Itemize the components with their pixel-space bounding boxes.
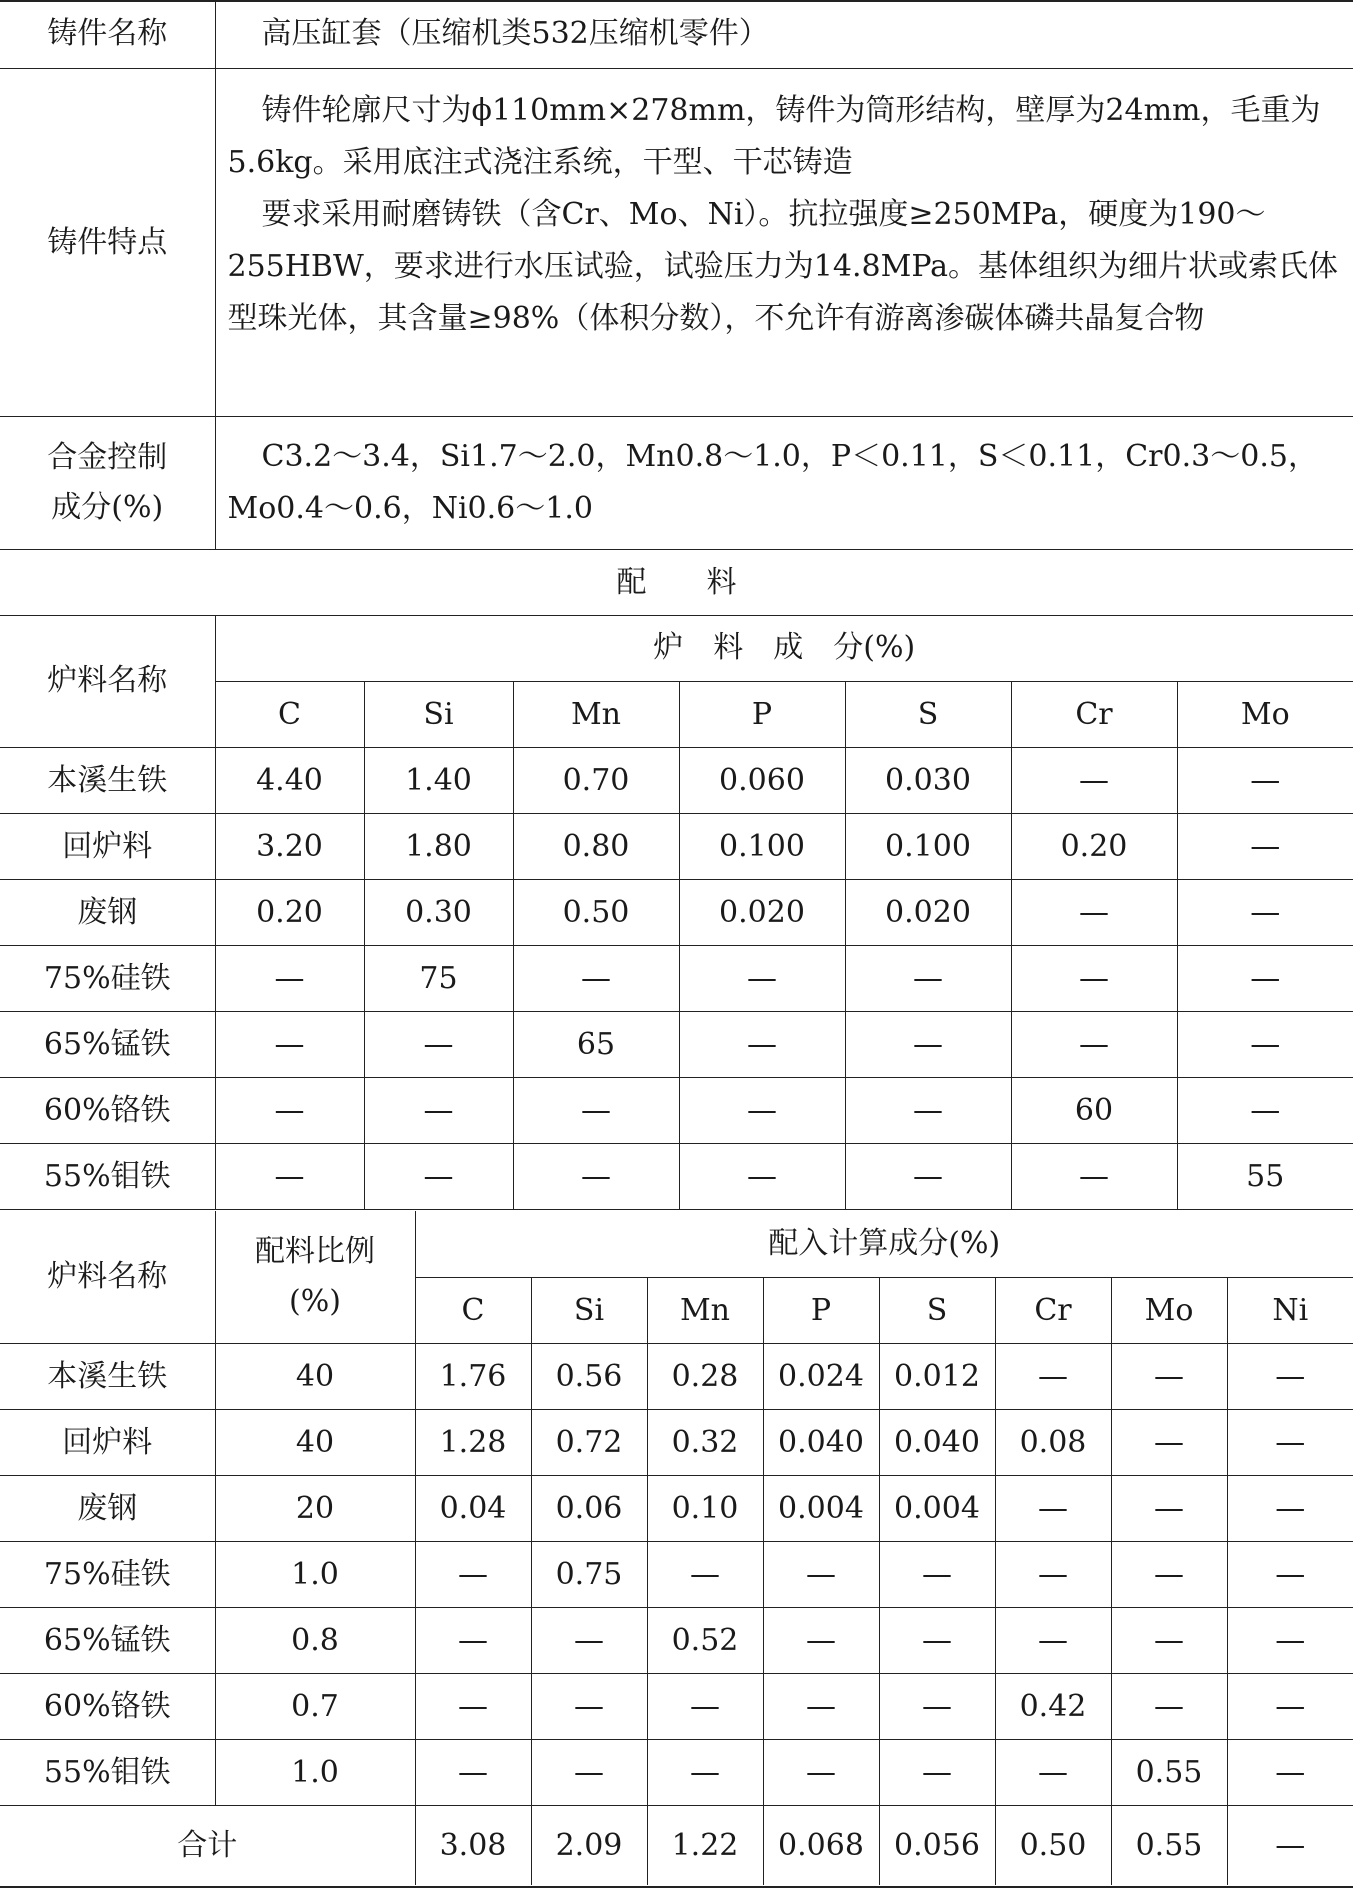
table-cell: — (1111, 1475, 1227, 1541)
table-cell: 0.10 (647, 1475, 763, 1541)
column-header-mo: Mo (1111, 1277, 1227, 1343)
table-cell: — (1177, 813, 1353, 879)
table-cell: 0.040 (763, 1409, 879, 1475)
ratio-cell: 40 (215, 1343, 415, 1409)
table-cell: — (845, 945, 1011, 1011)
table-cell: — (879, 1739, 995, 1805)
table-cell: — (1177, 1011, 1353, 1077)
table-cell: — (1011, 1143, 1177, 1209)
alloy-row (0, 416, 1353, 549)
ratio-cell: 0.7 (215, 1673, 415, 1739)
table-cell: — (879, 1607, 995, 1673)
column-header-p: P (763, 1277, 879, 1343)
table-cell: — (1177, 747, 1353, 813)
table-cell: 0.28 (647, 1343, 763, 1409)
table-cell: 0.20 (1011, 813, 1177, 879)
table-cell: 1.28 (415, 1409, 531, 1475)
material-name: 回炉料 (0, 813, 215, 879)
table-cell: — (215, 945, 364, 1011)
table-cell: — (1111, 1409, 1227, 1475)
table-cell: — (513, 1143, 679, 1209)
table-cell: — (1011, 879, 1177, 945)
table-cell: — (215, 1077, 364, 1143)
table-cell: — (1177, 879, 1353, 945)
material-name: 本溪生铁 (0, 747, 215, 813)
table-cell: — (513, 945, 679, 1011)
ratio-cell: 20 (215, 1475, 415, 1541)
table-cell: 0.42 (995, 1673, 1111, 1739)
table-cell: 0.30 (364, 879, 513, 945)
total-label: 合计 (0, 1805, 415, 1885)
table-row (0, 1077, 1353, 1143)
material-name: 55%钼铁 (0, 1143, 215, 1209)
table-cell: — (995, 1343, 1111, 1409)
column-header-s: S (879, 1277, 995, 1343)
column-header-p: P (679, 681, 845, 747)
column-header-mn: Mn (513, 681, 679, 747)
column-header-mn: Mn (647, 1277, 763, 1343)
charge-rows (0, 747, 1353, 1209)
name-label: 铸件名称 (0, 0, 215, 68)
table-cell: — (1227, 1673, 1353, 1739)
column-header-cr: Cr (1011, 681, 1177, 747)
table-cell: — (879, 1673, 995, 1739)
table-cell: — (995, 1739, 1111, 1805)
table-cell: — (879, 1541, 995, 1607)
table-cell: — (995, 1541, 1111, 1607)
table-row (0, 1343, 1353, 1409)
casting-name: 高压缸套（压缩机类532压缩机零件） (261, 15, 769, 51)
total-cell: 0.068 (763, 1805, 879, 1885)
table-cell: — (1177, 1077, 1353, 1143)
ratio-cell: 0.8 (215, 1607, 415, 1673)
table-cell: — (845, 1077, 1011, 1143)
material-name: 65%锰铁 (0, 1011, 215, 1077)
total-cell: 3.08 (415, 1805, 531, 1885)
table-cell: — (415, 1739, 531, 1805)
table-cell: — (364, 1143, 513, 1209)
table-cell: 0.20 (215, 879, 364, 945)
column-header-c: C (415, 1277, 531, 1343)
charge-composition-table (0, 615, 1353, 1210)
table-cell: 0.040 (879, 1409, 995, 1475)
material-name: 废钢 (0, 879, 215, 945)
table-cell: 0.08 (995, 1409, 1111, 1475)
table-cell: — (763, 1541, 879, 1607)
table-cell: 0.004 (879, 1475, 995, 1541)
table-cell: 0.72 (531, 1409, 647, 1475)
table-cell: 0.50 (513, 879, 679, 945)
section-title-row (0, 549, 1353, 615)
table-cell: — (763, 1673, 879, 1739)
charge-group-header: 炉 料 成 分(%) (215, 615, 1353, 681)
table-cell: — (1111, 1673, 1227, 1739)
table-cell: — (1227, 1343, 1353, 1409)
table-cell: — (845, 1143, 1011, 1209)
material-name: 60%铬铁 (0, 1673, 215, 1739)
table-cell: 0.06 (531, 1475, 647, 1541)
table-cell: — (647, 1541, 763, 1607)
table-cell: — (763, 1607, 879, 1673)
table-row (0, 1475, 1353, 1541)
ratio-cell: 1.0 (215, 1739, 415, 1805)
table-cell: — (679, 1143, 845, 1209)
table-cell: 0.75 (531, 1541, 647, 1607)
material-name: 本溪生铁 (0, 1343, 215, 1409)
table-cell: — (415, 1607, 531, 1673)
table-cell: — (1111, 1541, 1227, 1607)
total-cell: 0.55 (1111, 1805, 1227, 1885)
table-row (0, 747, 1353, 813)
table-row (0, 1541, 1353, 1607)
table-cell: 0.030 (845, 747, 1011, 813)
table-row (0, 1673, 1353, 1739)
table-cell: 0.70 (513, 747, 679, 813)
table-cell: 0.55 (1111, 1739, 1227, 1805)
table-cell: — (1227, 1607, 1353, 1673)
alloy-label: 合金控制成分(%) (0, 416, 215, 549)
table-cell: — (415, 1673, 531, 1739)
table-cell: 0.020 (679, 879, 845, 945)
total-cell: — (1227, 1805, 1353, 1885)
table-cell: — (215, 1011, 364, 1077)
feature-label: 铸件特点 (0, 68, 215, 416)
table-cell: 0.80 (513, 813, 679, 879)
column-header-si: Si (531, 1277, 647, 1343)
table-row (0, 813, 1353, 879)
table-cell: 0.020 (845, 879, 1011, 945)
material-name: 60%铬铁 (0, 1077, 215, 1143)
calculated-composition-table (0, 1211, 1353, 1885)
table-cell: — (364, 1077, 513, 1143)
table-cell: — (1177, 945, 1353, 1011)
table-cell: — (531, 1673, 647, 1739)
calc-rows (0, 1343, 1353, 1885)
table-cell: 55 (1177, 1143, 1353, 1209)
material-name: 75%硅铁 (0, 1541, 215, 1607)
material-name: 回炉料 (0, 1409, 215, 1475)
table-cell: 65 (513, 1011, 679, 1077)
calc-group-header: 配入计算成分(%) (415, 1211, 1353, 1277)
feature-text-2: 要求采用耐磨铸铁（含Cr、Mo、Ni）。抗拉强度≥250MPa，硬度为190～255HBW，要求进行水压试验，试验压力为14.8MPa。基体组织为细片状或索氏体型珠光体，其含量≥98%（体积分数），不允许有游离渗碳体磷共晶复合物 (227, 196, 1339, 336)
total-cell: 0.50 (995, 1805, 1111, 1885)
feature-row (0, 68, 1353, 416)
column-header-cr: Cr (995, 1277, 1111, 1343)
table-cell: — (995, 1607, 1111, 1673)
table-cell: — (763, 1739, 879, 1805)
section-title: 配 料 (0, 549, 1353, 615)
table-cell: — (1227, 1409, 1353, 1475)
table-cell: — (679, 1011, 845, 1077)
total-cell: 0.056 (879, 1805, 995, 1885)
table-cell: — (1011, 747, 1177, 813)
table-cell: 1.76 (415, 1343, 531, 1409)
table-cell: 60 (1011, 1077, 1177, 1143)
column-header-c: C (215, 681, 364, 747)
table-cell: — (1227, 1475, 1353, 1541)
table-row (0, 1143, 1353, 1209)
total-row (0, 1805, 1353, 1885)
table-cell: 0.024 (763, 1343, 879, 1409)
calc-name-header: 炉料名称 (0, 1211, 215, 1343)
total-cell: 2.09 (531, 1805, 647, 1885)
table-cell: 3.20 (215, 813, 364, 879)
table-cell: 4.40 (215, 747, 364, 813)
table-cell: 1.40 (364, 747, 513, 813)
table-cell: 0.004 (763, 1475, 879, 1541)
table-cell: — (531, 1739, 647, 1805)
table-cell: — (1111, 1343, 1227, 1409)
alloy-value: C3.2～3.4，Si1.7～2.0，Mn0.8～1.0，P＜0.11，S＜0.11，Cr0.3～0.5，Mo0.4～0.6，Ni0.6～1.0 (227, 438, 1318, 526)
table-cell: 0.060 (679, 747, 845, 813)
table-row (0, 1409, 1353, 1475)
ratio-cell: 1.0 (215, 1541, 415, 1607)
table-cell: — (647, 1739, 763, 1805)
table-cell: 0.32 (647, 1409, 763, 1475)
column-header-ni: Ni (1227, 1277, 1353, 1343)
column-header-si: Si (364, 681, 513, 747)
casting-info-table (0, 0, 1353, 616)
column-header-mo: Mo (1177, 681, 1353, 747)
charge-name-header: 炉料名称 (0, 615, 215, 747)
table-cell: 1.80 (364, 813, 513, 879)
table-cell: 0.04 (415, 1475, 531, 1541)
table-cell: — (1227, 1739, 1353, 1805)
table-cell: — (215, 1143, 364, 1209)
table-cell: — (679, 945, 845, 1011)
table-cell: — (415, 1541, 531, 1607)
table-row (0, 945, 1353, 1011)
table-row (0, 1011, 1353, 1077)
material-name: 55%钼铁 (0, 1739, 215, 1805)
feature-text-1: 铸件轮廓尺寸为ϕ110mm×278mm，铸件为筒形结构，壁厚为24mm，毛重为5.6kg。采用底注式浇注系统，干型、干芯铸造 (227, 92, 1321, 180)
material-name: 65%锰铁 (0, 1607, 215, 1673)
table-cell: 0.012 (879, 1343, 995, 1409)
table-cell: — (1011, 1011, 1177, 1077)
table-cell: — (513, 1077, 679, 1143)
name-row (0, 0, 1353, 68)
table-cell: — (995, 1475, 1111, 1541)
table-row (0, 1739, 1353, 1805)
table-cell: — (1011, 945, 1177, 1011)
total-cell: 1.22 (647, 1805, 763, 1885)
material-name: 废钢 (0, 1475, 215, 1541)
table-row (0, 879, 1353, 945)
table-cell: — (1227, 1541, 1353, 1607)
ratio-header: 配料比例(%) (215, 1211, 415, 1343)
table-cell: 0.56 (531, 1343, 647, 1409)
material-name: 75%硅铁 (0, 945, 215, 1011)
table-row (0, 1607, 1353, 1673)
table-cell: 0.52 (647, 1607, 763, 1673)
table-cell: — (679, 1077, 845, 1143)
table-cell: — (364, 1011, 513, 1077)
table-cell: 0.100 (679, 813, 845, 879)
table-cell: 0.100 (845, 813, 1011, 879)
table-cell: — (647, 1673, 763, 1739)
table-cell: 75 (364, 945, 513, 1011)
table-cell: — (1111, 1607, 1227, 1673)
table-cell: — (845, 1011, 1011, 1077)
column-header-s: S (845, 681, 1011, 747)
ratio-cell: 40 (215, 1409, 415, 1475)
table-cell: — (531, 1607, 647, 1673)
